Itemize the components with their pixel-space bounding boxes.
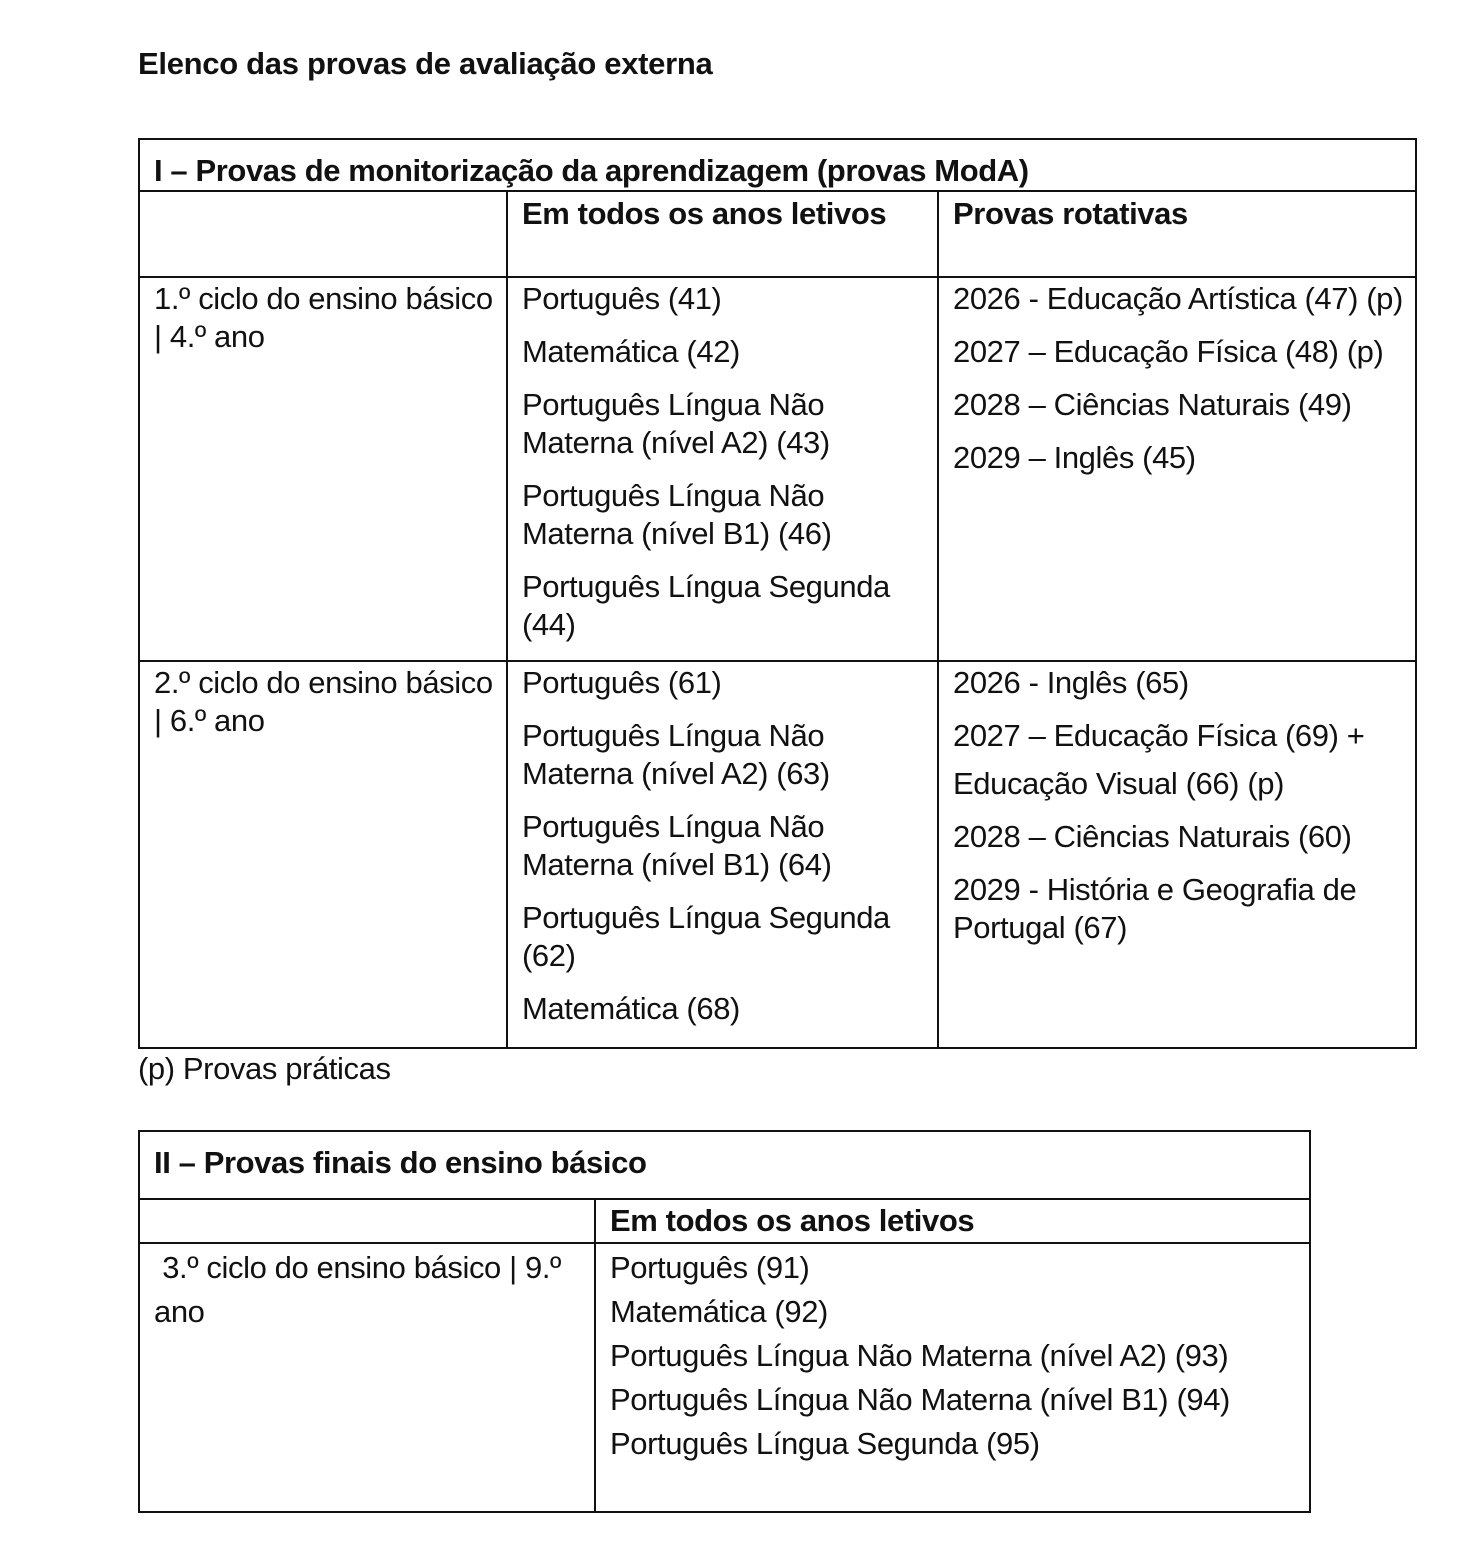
- list-item: Português Língua Não Materna (nível B1) (64): [522, 809, 832, 882]
- list-item: Português Língua Não Materna (nível A2) (43): [522, 387, 830, 460]
- header-cell-rotativas: Provas rotativas: [938, 191, 1416, 277]
- practical-exams-note: (p) Provas práticas: [138, 1051, 391, 1086]
- row-label: 3.º ciclo do ensino básico | 9.º ano: [139, 1243, 595, 1512]
- list-item: 2028 – Ciências Naturais (49): [953, 387, 1352, 422]
- row-label: 1.º ciclo do ensino básico | 4.º ano: [139, 277, 507, 661]
- list-item: 2026 - Educação Artística (47) (p): [953, 281, 1403, 316]
- list-item: Português Língua Não Materna (nível A2) (63): [522, 718, 830, 791]
- list-item: Português Língua Não Materna (nível B1) (94): [610, 1382, 1230, 1417]
- list-item: 2027 – Educação Física (48) (p): [953, 334, 1384, 369]
- page-heading: Elenco das provas de avaliação externa: [138, 46, 713, 81]
- list-item: Português (41): [522, 281, 722, 316]
- table-header-row: [139, 191, 1416, 277]
- todos-list: [595, 1243, 1310, 1512]
- table-row: [139, 661, 1416, 1048]
- rotativas-list: [938, 277, 1416, 661]
- list-item: Matemática (42): [522, 334, 740, 369]
- table-row: [139, 1243, 1310, 1512]
- list-item: 2028 – Ciências Naturais (60): [953, 819, 1352, 854]
- table-header-row: [139, 1199, 1310, 1243]
- final-exams-table: [138, 1130, 1311, 1513]
- list-item: Matemática (68): [522, 991, 740, 1026]
- row-label: 2.º ciclo do ensino básico | 6.º ano: [139, 661, 507, 1048]
- list-item: Português Língua Não Materna (nível A2) (93): [610, 1338, 1229, 1373]
- table-title: I – Provas de monitorização da aprendizagem (provas ModA): [139, 139, 1416, 191]
- todos-list: [507, 661, 938, 1048]
- list-item: 2027 – Educação Física (69) +: [953, 718, 1365, 753]
- list-item: Português Língua Não Materna (nível B1) (46): [522, 478, 832, 551]
- list-item: Português Língua Segunda (62): [522, 900, 890, 973]
- list-item: Educação Visual (66) (p): [953, 766, 1285, 801]
- table-title: II – Provas finais do ensino básico: [139, 1131, 1310, 1199]
- rotativas-list: [938, 661, 1416, 1048]
- table-title-row: [139, 139, 1416, 191]
- table-title-row: [139, 1131, 1310, 1199]
- list-item: Matemática (92): [610, 1294, 828, 1329]
- list-item: 2029 – Inglês (45): [953, 440, 1196, 475]
- header-cell-todos: Em todos os anos letivos: [507, 191, 938, 277]
- header-cell-empty: [139, 191, 507, 277]
- list-item: Português (61): [522, 665, 722, 700]
- moda-exams-table: [138, 138, 1417, 1049]
- list-item: 2029 - História e Geografia de Portugal (67): [953, 872, 1357, 945]
- list-item: Português Língua Segunda (95): [610, 1426, 1040, 1461]
- list-item: Português Língua Segunda (44): [522, 569, 890, 642]
- list-item: Português (91): [610, 1250, 810, 1285]
- table-row: [139, 277, 1416, 661]
- todos-list: [507, 277, 938, 661]
- header-cell-todos: Em todos os anos letivos: [595, 1199, 1310, 1243]
- list-item: 2026 - Inglês (65): [953, 665, 1189, 700]
- header-cell-empty: [139, 1199, 595, 1243]
